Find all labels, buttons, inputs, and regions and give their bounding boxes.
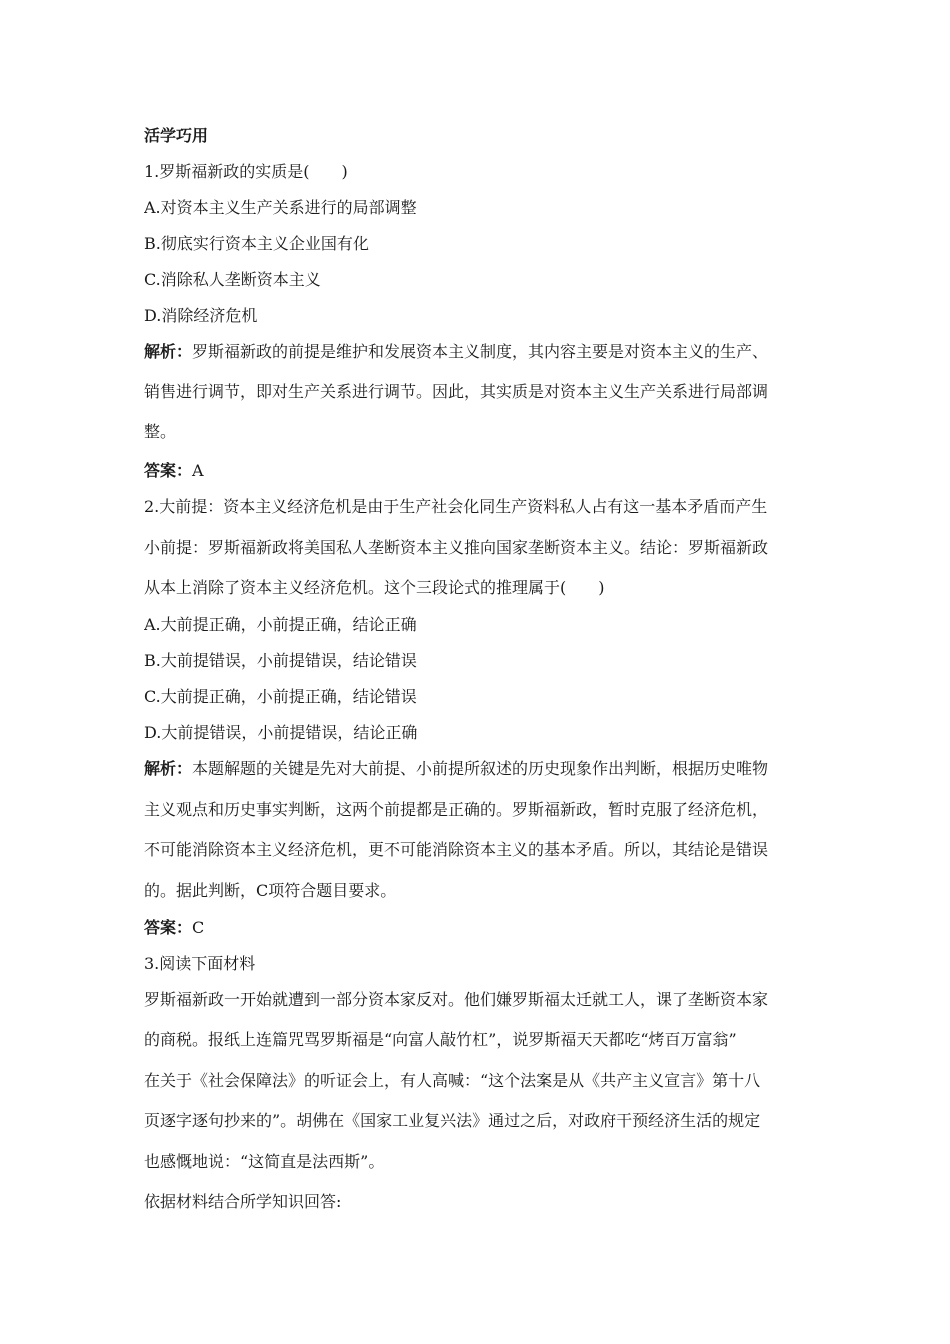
q3-stem: 3.阅读下面材料 <box>144 954 256 973</box>
q2-option-c: C.大前提正确，小前提正确，结论错误 <box>144 687 417 706</box>
q2-answer-label: 答案： <box>144 918 193 937</box>
q1-answer-value: A <box>192 461 204 480</box>
q1-analysis-line <box>144 341 814 363</box>
q2-stem-line: 小前提：罗斯福新政将美国私人垄断资本主义推向国家垄断资本主义。结论：罗斯福新政 <box>144 538 769 557</box>
q1-option-d: D.消除经济危机 <box>144 306 258 325</box>
q3-material-line: 也感慨地说：“这简直是法西斯”。 <box>144 1152 385 1171</box>
q2-option-d: D.大前提错误，小前提错误，结论正确 <box>144 723 418 742</box>
q1-answer-line <box>144 460 814 482</box>
q2-answer-line <box>144 917 814 939</box>
q2-analysis-label: 解析： <box>144 759 193 778</box>
q2-option-b: B.大前提错误，小前提错误，结论错误 <box>144 651 417 670</box>
q2-analysis-text: 本题解题的关键是先对大前提、小前提所叙述的历史现象作出判断，根据历史唯物 <box>192 759 769 778</box>
section-title: 活学巧用 <box>144 126 209 145</box>
q2-analysis-line: 的。据此判断，C项符合题目要求。 <box>144 881 397 900</box>
q2-stem-line: 从本上消除了资本主义经济危机。这个三段论式的推理属于( ) <box>144 578 605 597</box>
q1-stem: 1.罗斯福新政的实质是( ) <box>144 162 348 181</box>
q3-prompt: 依据材料结合所学知识回答: <box>144 1192 342 1211</box>
q1-analysis-line: 销售进行调节，即对生产关系进行调节。因此，其实质是对资本主义生产关系进行局部调 <box>144 382 769 401</box>
q1-analysis-line: 整。 <box>144 422 177 441</box>
q1-option-b: B.彻底实行资本主义企业国有化 <box>144 234 369 253</box>
q1-answer-label: 答案： <box>144 461 193 480</box>
q1-analysis-label: 解析： <box>144 342 193 361</box>
q2-analysis-line: 主义观点和历史事实判断，这两个前提都是正确的。罗斯福新政，暂时克服了经济危机， <box>144 800 769 819</box>
q2-answer-value: C <box>192 918 205 937</box>
q3-material-line: 的商税。报纸上连篇咒骂罗斯福是“向富人敲竹杠”，说罗斯福天天都吃“烤百万富翁” <box>144 1030 737 1049</box>
q3-material-line: 页逐字逐句抄来的”。胡佛在《国家工业复兴法》通过之后，对政府干预经济生活的规定 <box>144 1111 761 1130</box>
q2-stem-line: 2.大前提：资本主义经济危机是由于生产社会化同生产资料私人占有这一基本矛盾而产生 <box>144 497 768 516</box>
q1-option-c: C.消除私人垄断资本主义 <box>144 270 321 289</box>
q3-material-line: 罗斯福新政一开始就遭到一部分资本家反对。他们嫌罗斯福太迁就工人，课了垄断资本家 <box>144 990 769 1009</box>
q2-option-a: A.大前提正确，小前提正确，结论正确 <box>144 615 417 634</box>
q2-analysis-line <box>144 758 814 780</box>
q1-option-a: A.对资本主义生产关系进行的局部调整 <box>144 198 417 217</box>
q2-analysis-line: 不可能消除资本主义经济危机，更不可能消除资本主义的基本矛盾。所以，其结论是错误 <box>144 840 769 859</box>
q1-analysis-text: 罗斯福新政的前提是维护和发展资本主义制度，其内容主要是对资本主义的生产、 <box>192 342 769 361</box>
q3-material-line: 在关于《社会保障法》的听证会上，有人高喊：“这个法案是从《共产主义宣言》第十八 <box>144 1071 761 1090</box>
